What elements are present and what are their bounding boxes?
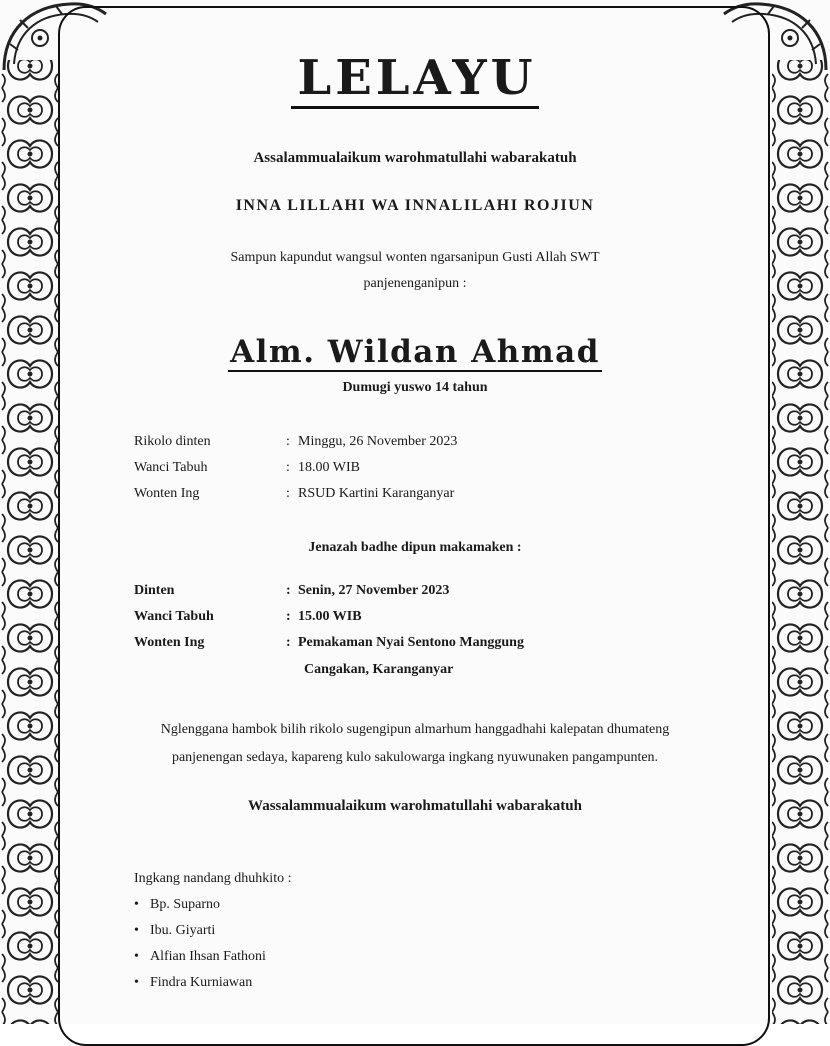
opening-greeting: Assalammualaikum warohmatullahi wabarakatuh bbox=[253, 150, 577, 166]
info-value: Senin, 27 November 2023 bbox=[298, 583, 450, 598]
list-item: • Alfian Ihsan Fathoni bbox=[134, 944, 291, 970]
announcement-line-2: panjenenganipun : bbox=[363, 276, 467, 291]
info-value: Pemakaman Nyai Sentono Manggung bbox=[298, 635, 524, 650]
apology-line-1: Nglenggana hambok bilih rikolo sugengipun almarhum hanggadhahi kalepatan dhumateng bbox=[160, 722, 670, 737]
list-item: • Bp. Suparno bbox=[134, 892, 291, 918]
deceased-name: Alm. Wildan Ahmad bbox=[230, 334, 600, 370]
info-value: 15.00 WIB bbox=[298, 609, 362, 624]
burial-heading: Jenazah badhe dipun makamaken : bbox=[308, 540, 522, 555]
info-label: Wanci Tabuh bbox=[134, 609, 214, 624]
family-list bbox=[134, 892, 291, 996]
info-colon: : bbox=[286, 635, 291, 650]
info-colon: : bbox=[286, 583, 291, 598]
info-label: Dinten bbox=[134, 583, 175, 598]
page-title: LELAYU bbox=[70, 52, 760, 104]
info-label: Wonten Ing bbox=[134, 635, 205, 650]
info-colon: : bbox=[286, 486, 290, 501]
info-colon: : bbox=[286, 460, 290, 475]
info-value: Minggu, 26 November 2023 bbox=[298, 434, 458, 449]
info-colon: : bbox=[286, 609, 291, 624]
announcement-line-1: Sampun kapundut wangsul wonten ngarsanipun Gusti Allah SWT bbox=[230, 250, 600, 265]
info-label: Wanci Tabuh bbox=[134, 460, 208, 475]
info-label: Wonten Ing bbox=[134, 486, 200, 501]
apology-line-2: panjenengan sedaya, kapareng kulo sakulowarga ingkang nyuwunaken pangampunten. bbox=[171, 750, 659, 765]
list-item: • Findra Kurniawan bbox=[134, 970, 291, 996]
ornamental-border-left bbox=[0, 0, 60, 1024]
apology-paragraph bbox=[70, 716, 760, 772]
deceased-age: Dumugi yuswo 14 tahun bbox=[342, 380, 488, 395]
obituary-content bbox=[70, 0, 760, 1024]
announcement-text bbox=[70, 245, 760, 297]
closing-greeting: Wassalammualaikum warohmatullahi wabarakatuh bbox=[248, 798, 582, 814]
ornamental-border-right bbox=[770, 0, 830, 1024]
list-item: • Ibu. Giyarti bbox=[134, 918, 291, 944]
family-section bbox=[134, 866, 291, 996]
burial-location-continuation: Cangakan, Karanganyar bbox=[304, 662, 454, 677]
family-heading: Ingkang nandang dhuhkito : bbox=[134, 871, 292, 886]
info-value: RSUD Kartini Karanganyar bbox=[298, 486, 455, 501]
inna-lillahi-line: INNA LILLAHI WA INNALILAHI ROJIUN bbox=[235, 197, 595, 214]
info-colon: : bbox=[286, 434, 290, 449]
info-value: 18.00 WIB bbox=[298, 460, 360, 475]
info-label: Rikolo dinten bbox=[134, 434, 211, 449]
